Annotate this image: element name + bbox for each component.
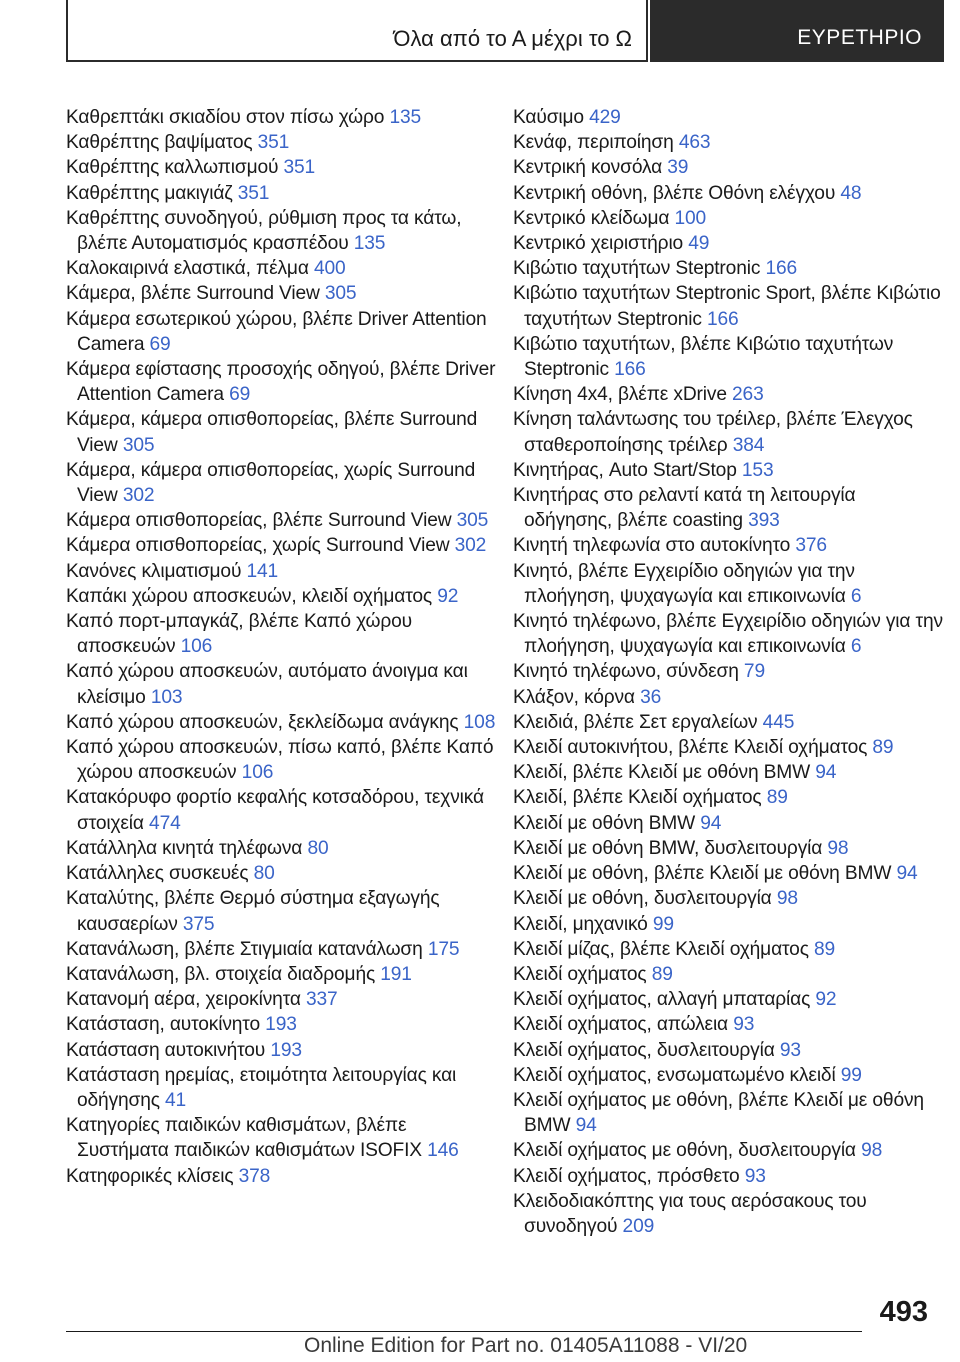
index-entry <box>66 458 496 508</box>
index-entry <box>513 836 943 861</box>
index-entry-page-link[interactable]: 305 <box>122 434 155 456</box>
index-entry-term: Κατακόρυφο φορτίο κεφαλής κοτσαδόρου, τεχνικά στοιχεία <box>66 787 484 834</box>
index-entry <box>513 609 943 659</box>
index-entry <box>513 559 943 609</box>
index-entry-term: Κλειδί οχήματος, ενσωματωμένο κλειδί <box>513 1064 841 1086</box>
index-entry-term: Κινητή τηλεφωνία στο αυτοκίνητο <box>513 535 796 557</box>
index-entry <box>66 1012 496 1037</box>
index-entry-page-link[interactable]: 302 <box>122 485 155 507</box>
index-entry-page-link[interactable]: 337 <box>305 989 338 1011</box>
index-entry <box>513 1164 943 1189</box>
index-entry-page-link[interactable]: 94 <box>575 1115 597 1137</box>
index-entry-term: Κατάσταση, αυτοκίνητο <box>66 1014 266 1036</box>
index-entry-page-link[interactable]: 41 <box>165 1089 187 1111</box>
index-entry <box>513 181 943 206</box>
index-entry-term: Κλειδί οχήματος <box>513 963 652 985</box>
index-entry-page-link[interactable]: 89 <box>813 938 836 960</box>
index-entry-page-link[interactable]: 305 <box>456 510 489 532</box>
index-entry <box>66 1038 496 1063</box>
index-entry <box>513 155 943 180</box>
index-entry-term: Κλειδί οχήματος, πρόσθετο <box>513 1165 745 1187</box>
section-tab-a-to-z[interactable] <box>66 0 648 62</box>
index-entry <box>66 785 496 835</box>
index-entry <box>66 307 496 357</box>
index-entry <box>513 105 943 130</box>
index-entry-page-link[interactable]: 141 <box>246 560 279 582</box>
index-entry-term: Κλειδί οχήματος με οθόνη, βλέπε Κλειδί με οθόνη BMW <box>513 1089 924 1137</box>
section-tab-index-label: ΕΥΡΕΤΗΡΙΟ <box>797 26 922 49</box>
index-entry-term: Κάμερα οπισθοπορείας, χωρίς Surround View <box>66 535 455 557</box>
index-entry-page-link[interactable]: 302 <box>454 535 487 557</box>
index-entry-page-link[interactable]: 69 <box>149 333 171 355</box>
footer-divider <box>66 1331 862 1332</box>
index-entry-term: Καπάκι χώρου αποσκευών, κλειδί οχήματος <box>66 585 438 607</box>
index-entry-page-link[interactable]: 193 <box>265 1014 297 1036</box>
index-entry <box>513 231 943 256</box>
index-entry <box>513 1189 943 1239</box>
index-entry <box>513 1138 943 1163</box>
index-entry-page-link[interactable]: 99 <box>652 913 674 935</box>
index-entry-page-link[interactable]: 191 <box>380 963 412 985</box>
index-entry-page-link[interactable]: 99 <box>840 1064 862 1086</box>
index-entry <box>66 937 496 962</box>
index-entry-page-link[interactable]: 135 <box>389 107 422 128</box>
index-entry-page-link[interactable]: 93 <box>779 1039 801 1061</box>
index-entry-term: Κινητήρας στο ρελαντί κατά τη λειτουργία οδήγησης, βλέπε coasting <box>513 485 856 532</box>
index-entry-page-link[interactable]: 92 <box>437 585 459 607</box>
index-entry <box>513 407 943 457</box>
index-entry-page-link[interactable]: 39 <box>667 157 689 179</box>
index-entry <box>66 735 496 785</box>
index-entry-term: Κατάσταση ηρεμίας, ετοιμότητα λειτουργίας και οδήγησης <box>66 1064 457 1111</box>
section-tab-index[interactable] <box>650 0 944 62</box>
index-entry-page-link[interactable]: 89 <box>872 737 894 759</box>
index-entry <box>66 836 496 861</box>
index-entry-page-link[interactable]: 108 <box>463 711 496 733</box>
index-entry <box>66 1063 496 1113</box>
index-entry <box>513 912 943 937</box>
index-entry <box>513 130 943 155</box>
index-entry-term: Κινητό τηλέφωνο, βλέπε Εγχειρίδιο οδηγιών για την πλοήγηση, ψυχαγωγία και επικοινωνία <box>513 611 943 658</box>
index-entry-page-link[interactable]: 49 <box>688 233 710 255</box>
index-entry <box>513 206 943 231</box>
index-entry <box>513 886 943 911</box>
index-entry <box>66 987 496 1012</box>
index-entry-term: Κατηγορίες παιδικών καθισμάτων, βλέπε Συστήματα παιδικών καθισμάτων ISOFIX <box>66 1115 428 1162</box>
index-entry-page-link[interactable]: 106 <box>180 636 213 658</box>
index-entry-page-link[interactable]: 92 <box>815 989 837 1011</box>
index-entry <box>66 1164 496 1189</box>
index-entry-term: Κλειδί οχήματος, δυσλειτουργία <box>513 1039 780 1061</box>
index-entry <box>513 760 943 785</box>
index-entry-term: Κάμερα, κάμερα οπισθοπορείας, βλέπε Surround View <box>66 409 478 456</box>
index-entry-page-link[interactable]: 146 <box>427 1140 459 1162</box>
index-entry-term: Κλειδί με οθόνη, δυσλειτουργία <box>513 888 777 910</box>
index-entry-page-link[interactable]: 209 <box>622 1215 655 1237</box>
index-entry <box>66 206 496 256</box>
index-entry-term: Κάμερα, βλέπε Surround View <box>66 283 325 305</box>
index-entry <box>66 105 496 130</box>
index-entry-term: Κατηφορικές κλίσεις <box>66 1165 239 1187</box>
index-entry <box>513 937 943 962</box>
index-entry-page-link[interactable]: 166 <box>707 308 739 330</box>
index-entry-page-link[interactable]: 429 <box>589 107 621 128</box>
index-entry-term: Κλειδί οχήματος, απώλεια <box>513 1014 734 1036</box>
index-entry <box>513 256 943 281</box>
index-entry-term: Κινητό, βλέπε Εγχειρίδιο οδηγιών για την πλοήγηση, ψυχαγωγία και επικοινωνία <box>513 560 855 607</box>
index-entry <box>66 962 496 987</box>
index-entry-page-link[interactable]: 378 <box>238 1165 271 1187</box>
index-entry-term: Κατανάλωση, βλ. στοιχεία διαδρομής <box>66 963 381 985</box>
index-entry-term: Κλειδί αυτοκινήτου, βλέπε Κλειδί οχήματος <box>513 737 873 759</box>
index-entry <box>513 861 943 886</box>
index-column-left <box>66 105 496 1189</box>
index-entry <box>66 155 496 180</box>
index-entry-page-link[interactable]: 98 <box>861 1140 883 1162</box>
index-entry-term: Κλειδί οχήματος, αλλαγή μπαταρίας <box>513 989 816 1011</box>
index-entry-page-link[interactable]: 193 <box>270 1039 302 1061</box>
index-entry-term: Κατάλληλες συσκευές <box>66 863 254 885</box>
index-entry-page-link[interactable]: 100 <box>674 207 707 229</box>
index-entry-term: Καθρέπτης καλλωπισμού <box>66 157 284 179</box>
index-entry <box>513 1063 943 1088</box>
index-entry-page-link[interactable]: 263 <box>732 384 764 406</box>
index-entry <box>513 659 943 684</box>
index-entry-page-link[interactable]: 135 <box>353 233 386 255</box>
index-entry <box>66 130 496 155</box>
index-entry-page-link[interactable]: 153 <box>741 459 774 481</box>
index-entry <box>513 533 943 558</box>
index-entry <box>66 256 496 281</box>
index-entry-term: Κεντρικό κλείδωμα <box>513 207 675 229</box>
index-entry-page-link[interactable]: 375 <box>182 913 215 935</box>
index-entry-page-link[interactable]: 94 <box>896 863 918 885</box>
index-entry <box>513 281 943 331</box>
index-entry-page-link[interactable]: 445 <box>762 711 795 733</box>
index-entry-page-link[interactable]: 93 <box>744 1165 766 1187</box>
index-entry <box>513 332 943 382</box>
index-entry <box>66 407 496 457</box>
index-entry-term: Κιβώτιο ταχυτήτων Steptronic Sport, βλέπε Κιβώτιο ταχυτήτων Steptronic <box>513 283 941 330</box>
index-entry-term: Κενάφ, περιποίηση <box>513 132 679 154</box>
index-entry-term: Καπό πορτ-μπαγκάζ, βλέπε Καπό χώρου αποσκευών <box>66 611 412 658</box>
index-entry-term: Κίνηση 4x4, βλέπε xDrive <box>513 384 733 406</box>
index-entry <box>513 685 943 710</box>
index-entry-term: Κατάσταση αυτοκινήτου <box>66 1039 271 1061</box>
index-entry-page-link[interactable]: 376 <box>795 535 827 557</box>
index-entry-page-link[interactable]: 36 <box>640 686 662 708</box>
index-entry <box>513 785 943 810</box>
index-entry <box>513 1012 943 1037</box>
index-entry-term: Καθρεπτάκι σκιαδίου στον πίσω χώρο <box>66 107 390 128</box>
index-entry-term: Κινητό τηλέφωνο, σύνδεση <box>513 661 744 683</box>
index-column-right <box>513 105 943 1239</box>
index-entry-page-link[interactable]: 48 <box>840 182 862 204</box>
index-entry <box>66 609 496 659</box>
index-entry <box>513 987 943 1012</box>
index-entry-term: Κάμερα εφίστασης προσοχής οδηγού, βλέπε Driver Attention Camera <box>66 359 496 406</box>
index-entry <box>66 559 496 584</box>
index-entry-term: Κλειδί με οθόνη BMW, δυσλειτουργία <box>513 837 828 859</box>
index-entry-page-link[interactable]: 94 <box>815 762 837 784</box>
index-entry <box>66 508 496 533</box>
index-entry-term: Κατανάλωση, βλέπε Στιγμιαία κατανάλωση <box>66 938 428 960</box>
index-entry-term: Κιβώτιο ταχυτήτων Steptronic <box>513 258 766 280</box>
index-entry <box>513 962 943 987</box>
page-header <box>66 0 960 64</box>
index-entry-page-link[interactable]: 94 <box>700 812 722 834</box>
index-entry-page-link[interactable]: 89 <box>766 787 788 809</box>
index-entry-term: Κατάλληλα κινητά τηλέφωνα <box>66 837 308 859</box>
index-entry-term: Καπό χώρου αποσκευών, αυτόματο άνοιγμα και κλείσιμο <box>66 661 468 708</box>
index-entry-term: Κεντρική οθόνη, βλέπε Οθόνη ελέγχου <box>513 182 841 204</box>
index-entry-page-link[interactable]: 106 <box>241 762 274 784</box>
index-entry-term: Κεντρική κονσόλα <box>513 157 668 179</box>
index-entry <box>66 584 496 609</box>
index-entry-term: Καπό χώρου αποσκευών, πίσω καπό, βλέπε Καπό χώρου αποσκευών <box>66 737 494 784</box>
index-entry-term: Καταλύτης, βλέπε Θερμό σύστημα εξαγωγής καυσαερίων <box>66 888 440 935</box>
index-entry-page-link[interactable]: 393 <box>748 510 780 532</box>
index-entry <box>513 483 943 533</box>
index-entry <box>513 1038 943 1063</box>
index-entry <box>513 458 943 483</box>
index-entry-page-link[interactable]: 6 <box>850 585 862 607</box>
index-entry-page-link[interactable]: 474 <box>149 812 181 834</box>
index-entry-term: Κλειδί με οθόνη, βλέπε Κλειδί με οθόνη BMW <box>513 863 897 885</box>
index-entry-term: Κλειδί οχήματος με οθόνη, δυσλειτουργία <box>513 1140 862 1162</box>
index-entry <box>66 357 496 407</box>
index-entry-page-link[interactable]: 80 <box>253 863 275 885</box>
index-entry-term: Κάμερα οπισθοπορείας, βλέπε Surround View <box>66 510 457 532</box>
index-entry-page-link[interactable]: 79 <box>743 661 765 683</box>
index-entry-page-link[interactable]: 384 <box>732 434 765 456</box>
index-entry-term: Κλειδί, μηχανικό <box>513 913 653 935</box>
index-entry-term: Κεντρικό χειριστήριο <box>513 233 689 255</box>
index-entry-term: Καθρέπτης μακιγιάζ <box>66 182 238 204</box>
index-entry-term: Καθρέπτης συνοδηγού, ρύθμιση προς τα κάτω, βλέπε Αυτοματισμός κρασπέδου <box>66 207 462 255</box>
index-entry <box>513 710 943 735</box>
index-entry-page-link[interactable]: 166 <box>614 359 646 381</box>
index-entry-page-link[interactable]: 98 <box>776 888 798 910</box>
index-entry-page-link[interactable]: 80 <box>307 837 329 859</box>
index-entry-term: Κίνηση ταλάντωσης του τρέιλερ, βλέπε Έλεγχος σταθεροποίησης τρέιλερ <box>513 409 913 456</box>
index-entry-term: Κιβώτιο ταχυτήτων, βλέπε Κιβώτιο ταχυτήτων Steptronic <box>513 333 894 381</box>
index-entry-term: Κλειδί, βλέπε Κλειδί οχήματος <box>513 787 767 809</box>
index-entry-term: Κάμερα εσωτερικού χώρου, βλέπε Driver Attention Camera <box>66 308 487 355</box>
index-entry-term: Κάμερα, κάμερα οπισθοπορείας, χωρίς Surround View <box>66 459 476 507</box>
index-entry-term: Καπό χώρου αποσκευών, ξεκλείδωμα ανάγκης <box>66 711 464 733</box>
index-entry-page-link[interactable]: 463 <box>678 132 711 154</box>
index-entry-page-link[interactable]: 400 <box>313 258 346 280</box>
index-entry <box>66 533 496 558</box>
index-entry-page-link[interactable]: 351 <box>283 157 316 179</box>
index-entry-term: Κλειδί με οθόνη BMW <box>513 812 701 834</box>
index-entry <box>66 281 496 306</box>
index-entry <box>66 886 496 936</box>
index-entry-term: Κλάξον, κόρνα <box>513 686 641 708</box>
index-entry-term: Κατανομή αέρα, χειροκίνητα <box>66 989 306 1011</box>
index-entry-term: Κλειδοδιακόπτης για τους αερόσακους του συνοδηγού <box>513 1190 867 1237</box>
index-entry-page-link[interactable]: 89 <box>651 963 673 985</box>
index-entry <box>66 1113 496 1163</box>
index-entry-term: Κανόνες κλιματισμού <box>66 560 247 582</box>
index-entry <box>513 1088 943 1138</box>
index-entry-page-link[interactable]: 351 <box>237 182 270 204</box>
index-entry-page-link[interactable]: 166 <box>765 258 798 280</box>
index-entry-term: Κλειδί μίζας, βλέπε Κλειδί οχήματος <box>513 938 814 960</box>
index-entry-term: Καύσιμο <box>513 107 590 128</box>
index-entry-page-link[interactable]: 69 <box>229 384 251 406</box>
index-entry-term: Καθρέπτης βαψίματος <box>66 132 258 154</box>
index-entry <box>66 710 496 735</box>
index-entry-page-link[interactable]: 305 <box>324 283 357 305</box>
index-entry-term: Κλειδί, βλέπε Κλειδί με οθόνη BMW <box>513 762 816 784</box>
index-entry <box>66 181 496 206</box>
index-entry-page-link[interactable]: 6 <box>850 636 862 658</box>
index-entry-page-link[interactable]: 93 <box>733 1014 755 1036</box>
index-entry <box>66 861 496 886</box>
section-tab-a-to-z-label: Όλα από το Α μέχρι το Ω <box>393 26 632 51</box>
index-entry-term: Καλοκαιρινά ελαστικά, πέλμα <box>66 258 314 280</box>
index-entry-term: Κινητήρας, Auto Start/Stop <box>513 459 742 481</box>
index-entry <box>513 382 943 407</box>
index-entry-term: Κλειδιά, βλέπε Σετ εργαλείων <box>513 711 763 733</box>
index-entry <box>66 659 496 709</box>
index-entry-page-link[interactable]: 175 <box>427 938 460 960</box>
index-entry-page-link[interactable]: 351 <box>257 132 290 154</box>
index-entry <box>513 735 943 760</box>
index-entry-page-link[interactable]: 103 <box>150 686 183 708</box>
index-entry <box>513 811 943 836</box>
page-number: 493 <box>879 1296 928 1328</box>
index-entry-page-link[interactable]: 98 <box>827 837 849 859</box>
footer-edition-text: Online Edition for Part no. 01405A11088 - VI/20 <box>304 1334 748 1357</box>
